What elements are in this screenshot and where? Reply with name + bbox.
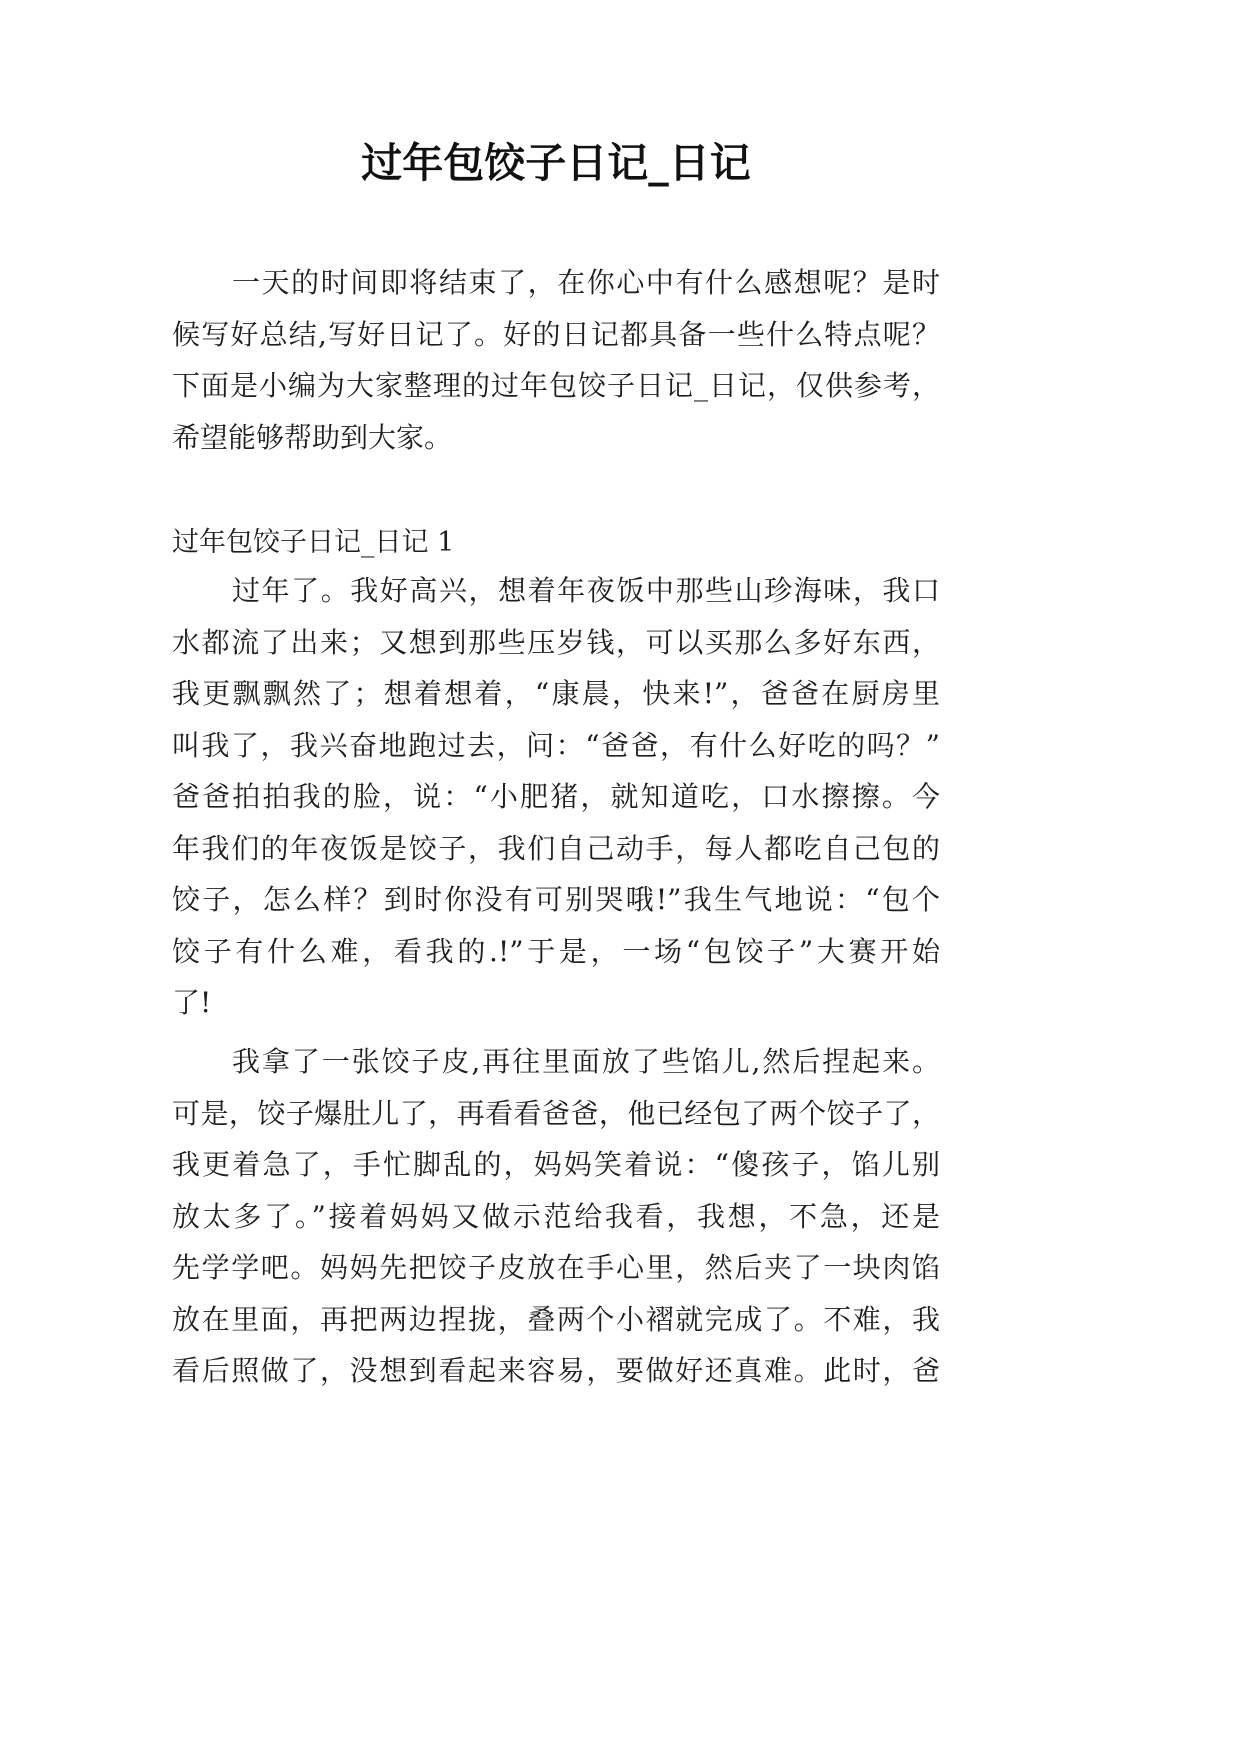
section-heading: 过年包饺子日记_日记 1: [172, 527, 455, 558]
paragraph-line: 饺子有什么难，看我的.!”于是，一场“包饺子”大赛开始: [172, 934, 940, 968]
paragraph-line: 放太多了。”接着妈妈又做示范给我看，我想，不急，还是: [172, 1199, 940, 1233]
paragraph-line: 了!: [172, 986, 212, 1019]
body-paragraph: [172, 1036, 940, 1397]
paragraph-line: 过年了。我好高兴，想着年夜饭中那些山珍海味，我口: [232, 574, 940, 607]
paragraph-line: 爸爸拍拍我的脸，说：“小肥猪，就知道吃，口水擦擦。今: [172, 780, 940, 813]
paragraph-line: 我更着急了，手忙脚乱的，妈妈笑着说：“傻孩子，馅儿别: [172, 1148, 940, 1181]
document-title: 过年包饺子日记_日记: [361, 139, 751, 187]
paragraph-line: 我更飘飘然了；想着想着，“康晨，快来!”，爸爸在厨房里: [172, 677, 940, 710]
paragraph-line: 一天的时间即将结束了，在你心中有什么感想呢？是时: [232, 266, 940, 299]
paragraph-line: 叫我了，我兴奋地跑过去，问：“爸爸，有什么好吃的吗？”: [172, 728, 940, 762]
paragraph-line: 水都流了出来；又想到那些压岁钱，可以买那么多好东西，: [172, 625, 940, 659]
paragraph-line: 候写好总结,写好日记了。好的日记都具备一些什么特点呢？: [172, 317, 940, 351]
intro-paragraph: [172, 257, 940, 463]
paragraph-line: 放在里面，再把两边捏拢，叠两个小褶就完成了。不难，我: [172, 1302, 940, 1336]
paragraph-line: 先学学吧。妈妈先把饺子皮放在手心里，然后夹了一块肉馅: [172, 1251, 940, 1284]
paragraph-line: 我拿了一张饺子皮,再往里面放了些馅儿,然后捏起来。: [232, 1045, 940, 1078]
body-paragraph: [172, 565, 940, 1029]
paragraph-line: 年我们的年夜饭是饺子，我们自己动手，每人都吃自己包的: [172, 831, 940, 865]
paragraph-line: 看后照做了，没想到看起来容易，要做好还真难。此时，爸: [172, 1354, 940, 1387]
section-heading-block: [172, 517, 940, 569]
paragraph-line: 可是，饺子爆肚儿了，再看看爸爸，他已经包了两个饺子了，: [172, 1096, 940, 1130]
paragraph-line: 希望能够帮助到大家。: [172, 420, 453, 454]
paragraph-line: 下面是小编为大家整理的过年包饺子日记_日记，仅供参考，: [172, 369, 940, 402]
paragraph-line: 饺子，怎么样？到时你没有可别哭哦!”我生气地说：“包个: [172, 883, 940, 916]
